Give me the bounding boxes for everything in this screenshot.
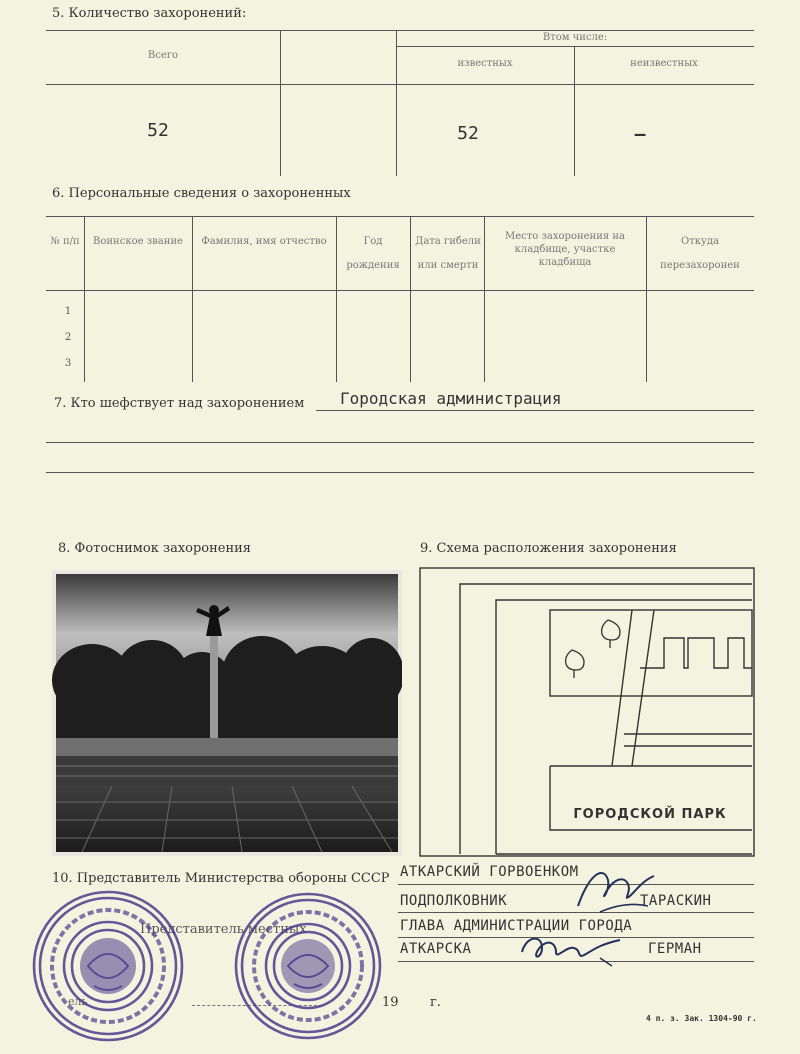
column-header-birth-year: Год рождения — [346, 236, 400, 271]
section-9-title: 9. Схема расположения захоронения — [420, 541, 677, 556]
administration-head-name: ГЕРМАН — [648, 941, 702, 957]
table5-header-bottom — [46, 84, 754, 85]
header-known: известных — [457, 58, 513, 69]
column-header-death-date: Дата гибели или смерти — [415, 236, 481, 271]
header-total: Всего — [147, 50, 179, 61]
total-burials: 52 — [147, 120, 169, 141]
row-number: 2 — [64, 332, 72, 343]
administration-city: АТКАРСКА — [400, 941, 472, 957]
column-header-burial-place: Место захоронения на кладбище, участке кладбища — [504, 231, 625, 268]
column-header-rank: Воинское звание — [93, 236, 183, 247]
section-5-title: 5. Количество захоронений: — [52, 6, 247, 21]
city-council-stamp — [232, 890, 384, 1042]
local-representative-label: Представитель местных — [140, 922, 307, 937]
signature-german — [516, 930, 626, 972]
date-suffix: г. — [430, 995, 441, 1010]
table6-divider-2 — [192, 216, 193, 382]
section-6-title: 6. Персональные сведения о захороненных — [52, 186, 351, 201]
table6-header-bottom — [46, 290, 754, 291]
date-year: 19 — [382, 995, 399, 1010]
known-burials: 52 — [457, 123, 479, 144]
column-header-name: Фамилия, имя отчество — [201, 236, 327, 247]
officer-name: ТАРАСКИН — [640, 893, 712, 909]
header-including: Втом числе: — [542, 32, 608, 43]
military-office-stamp — [30, 888, 186, 1044]
table5-divider-1 — [280, 30, 281, 176]
table6-divider-4 — [410, 216, 411, 382]
section-10-title: 10. Представитель Министерства обороны СССР — [52, 871, 390, 886]
print-info: 4 п. з. Зак. 1304-90 г. — [646, 1014, 757, 1023]
date-label-fragment: ель — [68, 995, 88, 1008]
caretaker-value: Городская администрация — [340, 389, 562, 408]
park-label: ГОРОДСКОЙ ПАРК — [573, 807, 727, 822]
signature-taraskin — [570, 862, 660, 922]
row-number: 1 — [64, 306, 72, 317]
blank-line — [46, 472, 754, 473]
table6-divider-5 — [484, 216, 485, 382]
table6-top-border — [46, 216, 754, 217]
row-number: 3 — [64, 358, 72, 369]
caretaker-underline — [316, 410, 754, 411]
section-8-title: 8. Фотоснимок захоронения — [58, 541, 252, 556]
officer-rank: ПОДПОЛКОВНИК — [400, 893, 508, 909]
blank-line — [46, 442, 754, 443]
table6-divider-6 — [646, 216, 647, 382]
column-header-number: № п/п — [50, 236, 80, 247]
memorial-photo — [52, 570, 402, 856]
table6-divider-3 — [336, 216, 337, 382]
military-office: АТКАРСКИЙ ГОРВОЕНКОМ — [400, 864, 579, 880]
section-7-label: 7. Кто шефствует над захоронением — [54, 396, 305, 411]
header-unknown: неизвестных — [630, 58, 698, 69]
column-header-reburied-from: Откуда перезахоронен — [660, 236, 740, 271]
administration-title: ГЛАВА АДМИНИСТРАЦИИ ГОРОДА — [400, 918, 633, 934]
unknown-burials: – — [634, 124, 646, 145]
